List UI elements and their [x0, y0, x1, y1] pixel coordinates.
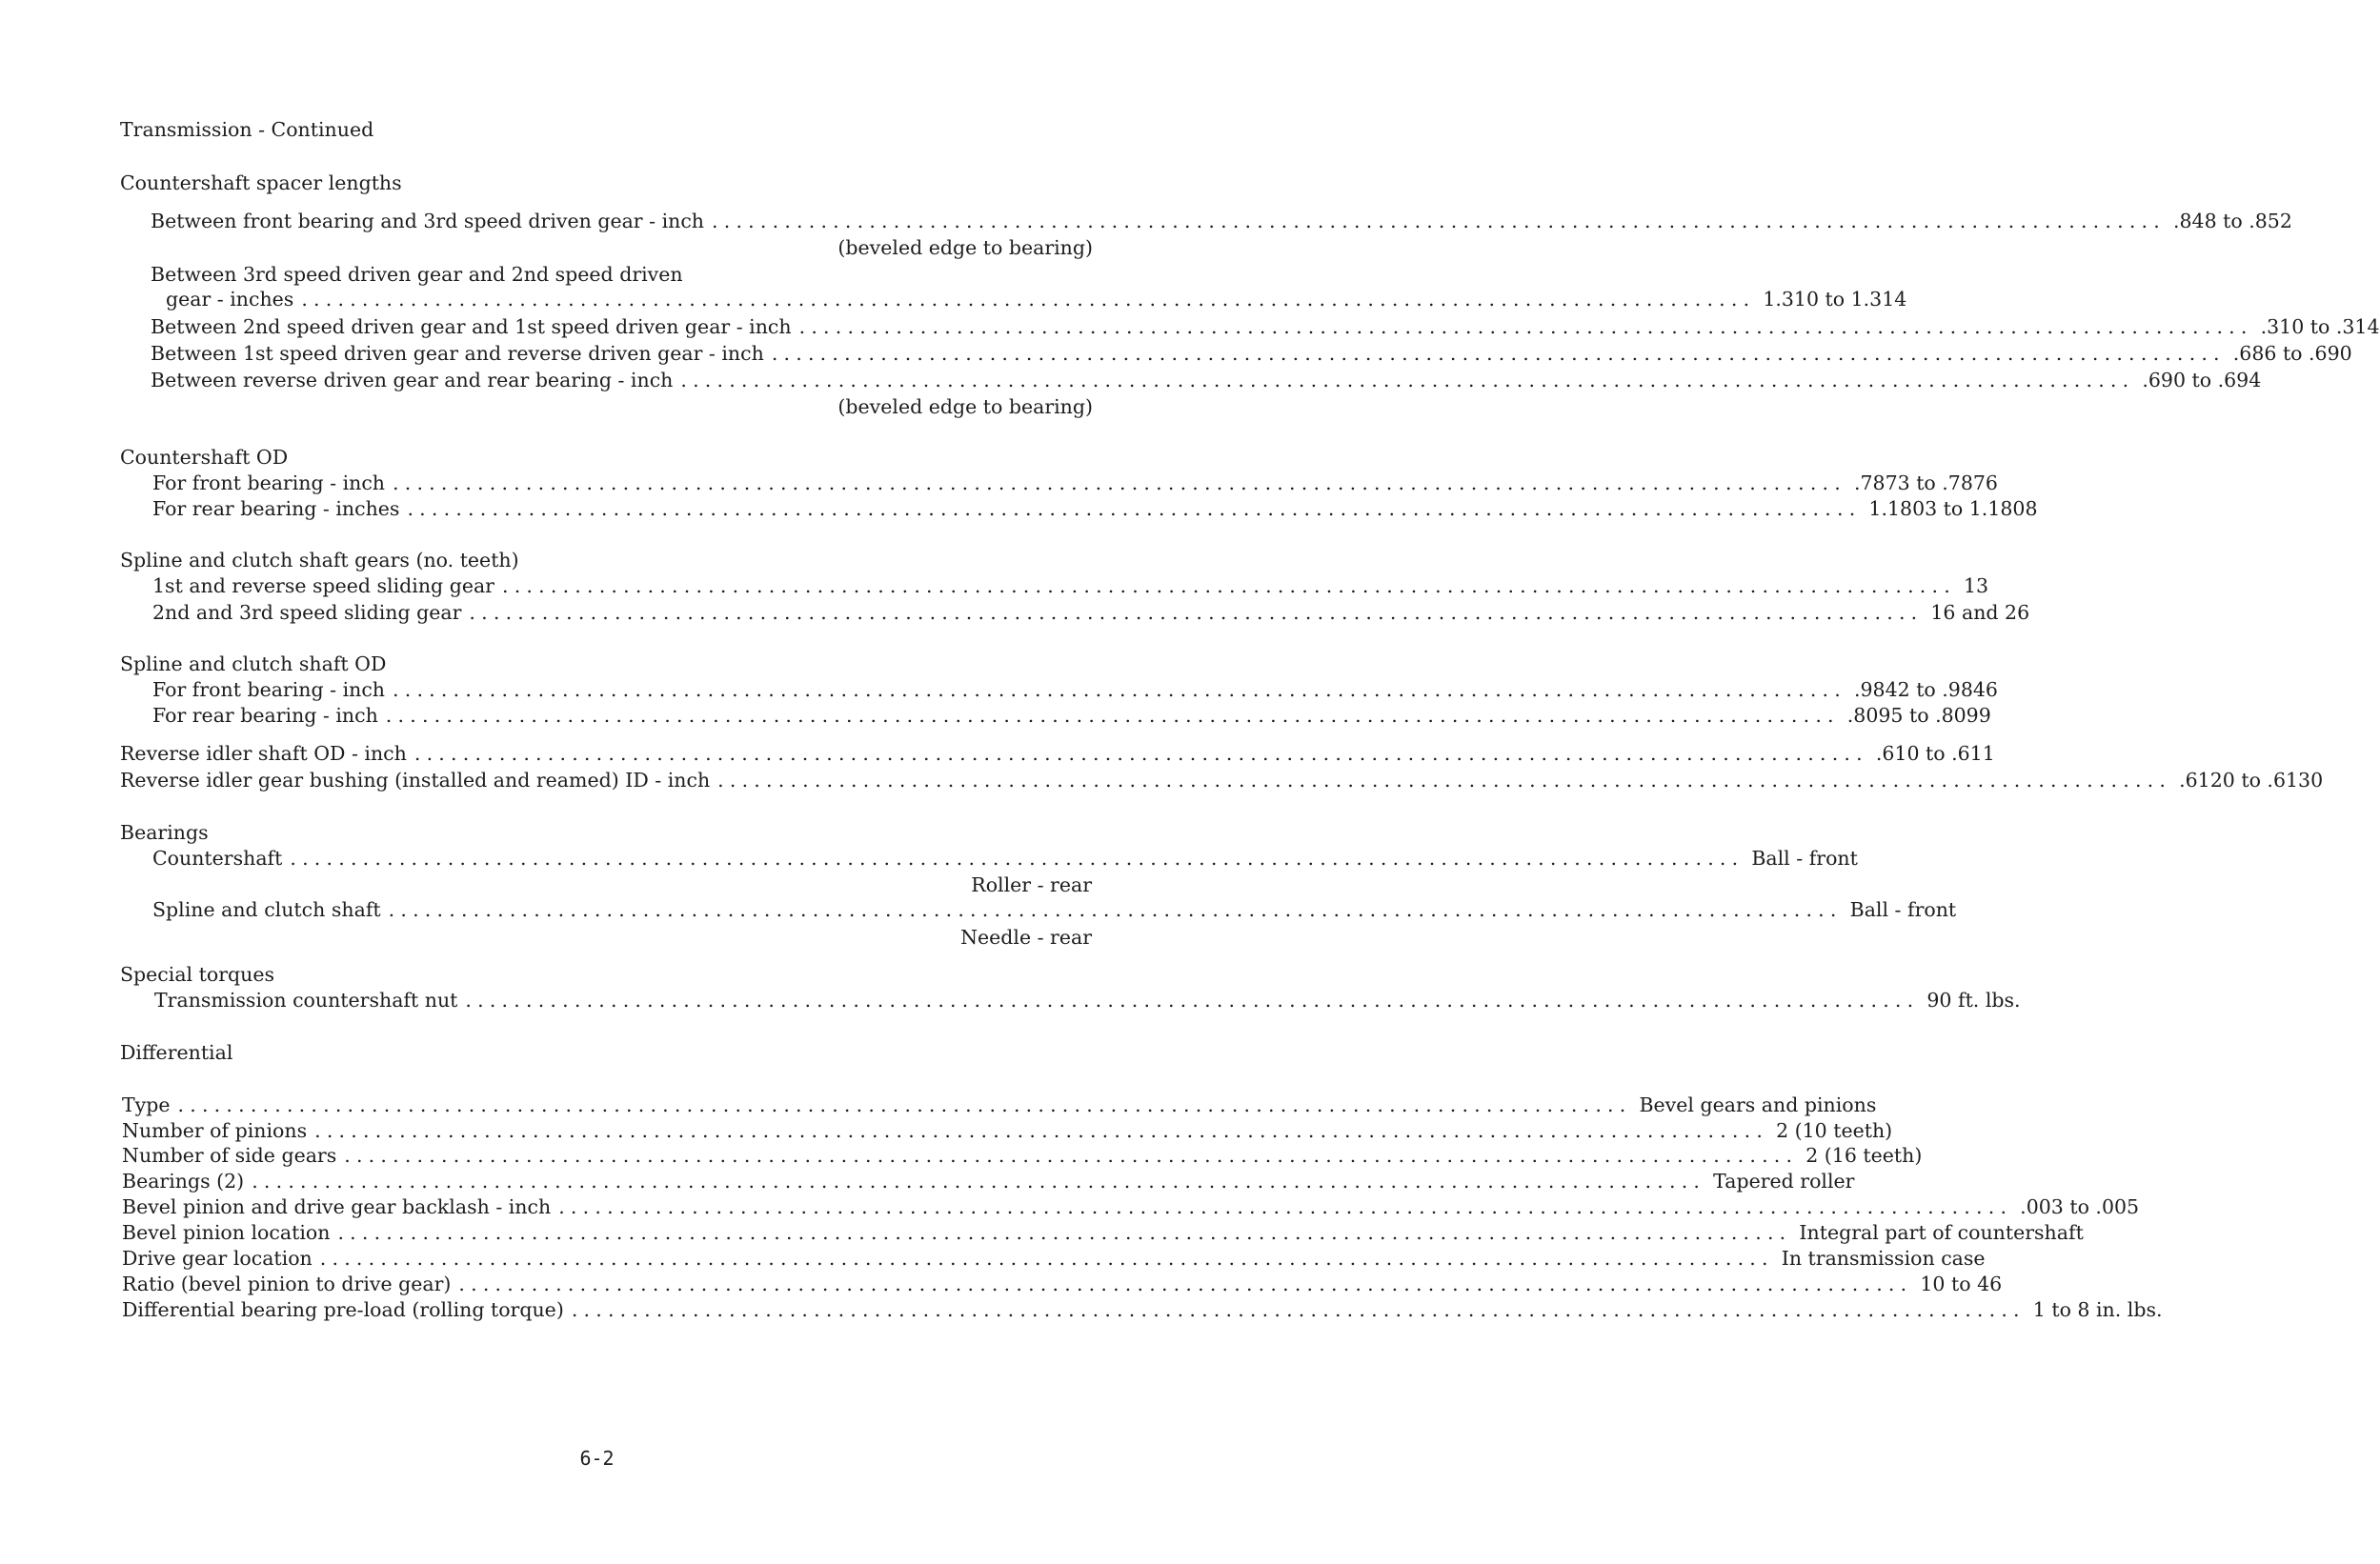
spec-label-continued: gear - inches	[166, 288, 294, 311]
leader-dots: ........................................................................................................................	[717, 769, 2172, 792]
spec-row	[152, 898, 1957, 925]
spec-label: For front bearing - inch	[152, 678, 386, 701]
section-title: Transmission - Continued	[120, 118, 374, 141]
spec-value: 16 and 26	[1930, 601, 2030, 624]
spec-row	[152, 471, 1998, 498]
spec-row	[151, 315, 2380, 342]
leader-dots: ........................................................................................................................	[771, 342, 2226, 365]
spec-row	[152, 574, 1989, 601]
leader-dots: ........................................................................................................................	[319, 1247, 1774, 1270]
spec-row	[152, 847, 1858, 873]
spec-row	[152, 704, 1991, 731]
bearings-heading: Bearings	[120, 821, 209, 844]
leader-dots: ........................................................................................................................	[571, 1298, 2026, 1321]
spec-value: Ball - front	[1849, 898, 1957, 921]
spec-row	[166, 288, 1907, 314]
leader-dots: ........................................................................................................................	[385, 704, 1840, 727]
spec-label: Ratio (bevel pinion to drive gear)	[122, 1273, 452, 1295]
page-number: 6-2	[579, 1447, 615, 1470]
spec-value: .848 to .852	[2172, 210, 2292, 232]
spec-label: 1st and reverse speed sliding gear	[152, 574, 494, 597]
leader-dots: ........................................................................................................................	[252, 1170, 1706, 1193]
spec-label: Bevel pinion location	[122, 1221, 331, 1244]
special-torques-heading: Special torques	[120, 963, 274, 986]
spec-label: Bevel pinion and drive gear backlash - inch	[122, 1195, 552, 1218]
spec-label: Countershaft	[152, 847, 283, 870]
spec-row	[151, 369, 2262, 395]
spec-label: Spline and clutch shaft	[152, 898, 381, 921]
leader-dots: ........................................................................................................................	[177, 1093, 1632, 1116]
spec-value: .310 to .314	[2260, 315, 2380, 338]
spec-row	[152, 678, 1998, 705]
spec-value: .8095 to .8099	[1846, 704, 1991, 727]
spec-label: For rear bearing - inch	[152, 704, 378, 727]
countershaft-spacer-heading: Countershaft spacer lengths	[120, 171, 402, 194]
leader-dots: ........................................................................................................................	[413, 742, 1868, 765]
spec-label: For rear bearing - inches	[152, 497, 400, 520]
differential-heading: Differential	[120, 1041, 233, 1064]
leader-dots: ........................................................................................................................	[393, 678, 1846, 701]
spec-label: Reverse idler gear bushing (installed and reamed) ID - inch	[120, 769, 711, 792]
leader-dots: ........................................................................................................................	[712, 210, 2166, 232]
spec-value: Bevel gears and pinions	[1639, 1093, 1877, 1116]
spec-row	[122, 1144, 1923, 1171]
spec-label: For front bearing - inch	[152, 471, 386, 494]
spec-value: 2 (16 teeth)	[1805, 1144, 1923, 1167]
spec-value: .610 to .611	[1875, 742, 1995, 765]
leader-dots: ........................................................................................................................	[680, 369, 2135, 391]
spec-value: 2 (10 teeth)	[1776, 1119, 1893, 1142]
leader-dots: ........................................................................................................................	[407, 497, 1862, 520]
spec-label: Between 3rd speed driven gear and 2nd speed driven	[151, 263, 683, 286]
leader-dots: ........................................................................................................................	[469, 601, 1924, 624]
spec-label: Between 1st speed driven gear and reverse driven gear - inch	[151, 342, 764, 365]
spec-value: 1.1803 to 1.1808	[1868, 497, 2038, 520]
spec-value: 1 to 8 in. lbs.	[2032, 1298, 2163, 1321]
spec-note: (beveled edge to bearing)	[837, 395, 1093, 418]
spec-label: Drive gear location	[122, 1247, 313, 1270]
spec-label: Bearings (2)	[122, 1170, 245, 1193]
spec-row	[152, 497, 2038, 524]
leader-dots: ........................................................................................................................	[458, 1273, 1913, 1295]
spec-row	[122, 1247, 1986, 1273]
spline-gears-heading: Spline and clutch shaft gears (no. teeth)	[120, 549, 519, 571]
leader-dots: ........................................................................................................................	[290, 847, 1745, 870]
spec-value-secondary: Roller - rear	[971, 873, 1092, 896]
leader-dots: ........................................................................................................................	[344, 1144, 1799, 1167]
spec-row	[122, 1298, 2163, 1325]
spec-value: .9842 to .9846	[1853, 678, 1998, 701]
countershaft-od-heading: Countershaft OD	[120, 446, 289, 469]
spec-value: Ball - front	[1751, 847, 1858, 870]
spec-row	[122, 1093, 1877, 1120]
spec-value: Integral part of countershaft	[1799, 1221, 2084, 1244]
spline-od-heading: Spline and clutch shaft OD	[120, 652, 387, 675]
spec-row	[122, 1170, 1855, 1196]
spec-label: Differential bearing pre-load (rolling torque)	[122, 1298, 564, 1321]
spec-label: Between front bearing and 3rd speed driven gear - inch	[151, 210, 705, 232]
spec-label: Number of pinions	[122, 1119, 308, 1142]
leader-dots: ........................................................................................................................	[558, 1195, 2013, 1218]
leader-dots: ........................................................................................................................	[337, 1221, 1792, 1244]
spec-row	[122, 1221, 2084, 1248]
spec-value: .003 to .005	[2020, 1195, 2140, 1218]
leader-dots: ........................................................................................................................	[465, 989, 1920, 1012]
spec-row	[122, 1119, 1893, 1146]
spec-value: .686 to .690	[2232, 342, 2352, 365]
spec-value: In transmission case	[1781, 1247, 1986, 1270]
spec-label: 2nd and 3rd speed sliding gear	[152, 601, 462, 624]
spec-value: 1.310 to 1.314	[1763, 288, 1907, 311]
leader-dots: ........................................................................................................................	[393, 471, 1846, 494]
spec-note: (beveled edge to bearing)	[837, 236, 1093, 259]
spec-label: Transmission countershaft nut	[154, 989, 458, 1012]
spec-row	[151, 210, 2292, 236]
spec-label: Reverse idler shaft OD - inch	[120, 742, 407, 765]
spec-row	[122, 1195, 2140, 1222]
spec-row	[122, 1273, 2003, 1299]
spec-row	[120, 769, 2324, 795]
spec-label: Between reverse driven gear and rear bearing - inch	[151, 369, 674, 391]
spec-value: 90 ft. lbs.	[1926, 989, 2021, 1012]
leader-dots: ........................................................................................................................	[301, 288, 1756, 311]
spec-label: Number of side gears	[122, 1144, 337, 1167]
spec-row	[120, 742, 1995, 769]
spec-value: 10 to 46	[1920, 1273, 2003, 1295]
spec-label: Type	[122, 1093, 171, 1116]
spec-value: 13	[1963, 574, 1989, 597]
spec-value: .7873 to .7876	[1853, 471, 1998, 494]
spec-value: .690 to .694	[2142, 369, 2262, 391]
spec-row	[151, 342, 2352, 369]
leader-dots: ........................................................................................................................	[388, 898, 1843, 921]
spec-row	[154, 989, 2021, 1015]
spec-value: .6120 to .6130	[2179, 769, 2324, 792]
leader-dots: ........................................................................................................................	[314, 1119, 1769, 1142]
spec-value: Tapered roller	[1713, 1170, 1855, 1193]
spec-value-secondary: Needle - rear	[960, 926, 1092, 949]
spec-label: Between 2nd speed driven gear and 1st speed driven gear - inch	[151, 315, 792, 338]
leader-dots: ........................................................................................................................	[501, 574, 1956, 597]
spec-row	[152, 601, 2030, 628]
leader-dots: ........................................................................................................................	[798, 315, 2253, 338]
